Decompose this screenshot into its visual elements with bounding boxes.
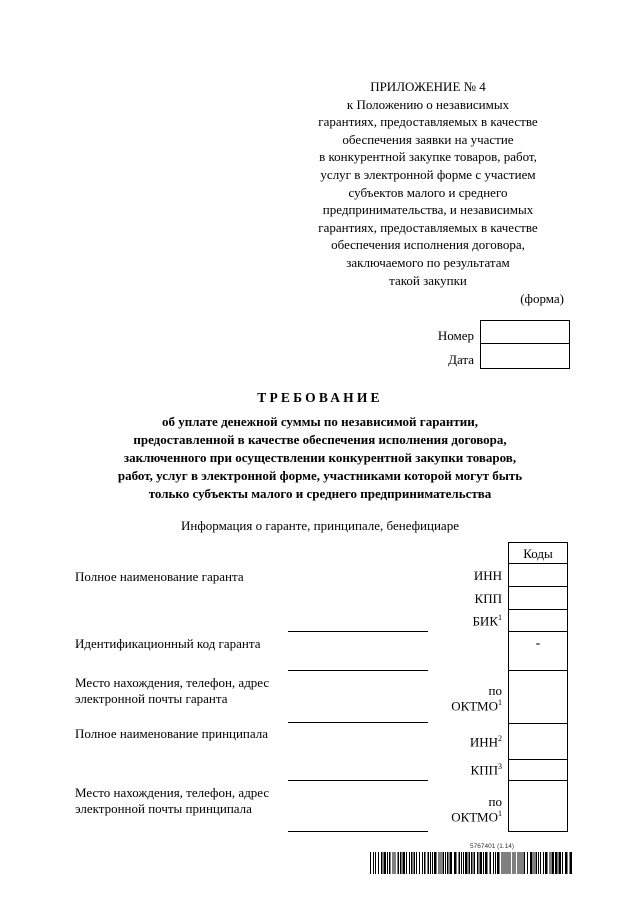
number-field[interactable] (480, 320, 570, 344)
guarantor-name-line[interactable] (288, 631, 428, 632)
subtitle-line: только субъекты малого и среднего предпринимательства (148, 486, 492, 501)
kpp2-label-text: КПП (470, 762, 498, 778)
appendix-header (300, 78, 556, 289)
kpp2-label (402, 762, 502, 778)
document-subtitle (60, 413, 580, 503)
oktmo-code-field[interactable] (508, 670, 568, 724)
oktmo-label (402, 698, 502, 714)
bik-footnote-mark: 1 (498, 613, 502, 622)
principal-location-label: Место нахождения, телефон, адрес электронной почты принципала (75, 785, 270, 816)
kpp2-code-field[interactable] (508, 759, 568, 781)
number-label: Номер (437, 328, 474, 343)
oktmo-label-text: ОКТМО (451, 698, 498, 714)
id-code-field[interactable] (508, 631, 568, 671)
principal-name-line[interactable] (288, 780, 428, 781)
guarantor-full-name-label: Полное наименование гаранта (75, 569, 244, 584)
appendix-line: обеспечения исполнения договора, (331, 237, 525, 253)
principal-location-line[interactable] (288, 831, 428, 832)
oktmo2-label-text: ОКТМО (451, 809, 498, 825)
bik-label (402, 613, 502, 629)
appendix-line: в конкурентной закупке товаров, работ, (319, 149, 537, 165)
guarantor-id-code-label: Идентификационный код гаранта (75, 636, 261, 651)
subtitle-line: предоставленной в качестве обеспечения исполнения договора, (133, 432, 507, 447)
appendix-line: такой закупки (389, 272, 467, 288)
guarantor-location-line[interactable] (288, 722, 428, 723)
date-label: Дата (448, 352, 474, 367)
inn2-label (402, 734, 502, 750)
appendix-line: услуг в электронной форме с участием (320, 166, 536, 182)
guarantor-id-line[interactable] (288, 670, 428, 671)
oktmo2-label (402, 809, 502, 825)
kpp-label: КПП (474, 591, 502, 606)
appendix-line: предпринимательства, и независимых (322, 202, 534, 218)
po-label: по (488, 683, 502, 698)
appendix-line: обеспечения заявки на участие (342, 131, 514, 147)
subtitle-line: об уплате денежной суммы по независимой гарантии, (161, 414, 479, 429)
bik-code-field[interactable] (508, 609, 568, 632)
inn2-label-text: ИНН (469, 734, 498, 750)
appendix-line: ПРИЛОЖЕНИЕ № 4 (370, 79, 486, 94)
bik-label-text: БИК (472, 613, 498, 629)
oktmo2-footnote-mark: 1 (498, 809, 502, 818)
appendix-line: заключаемого по результатам (346, 254, 510, 270)
appendix-line: к Положению о независимых (346, 96, 510, 112)
appendix-line: субъектов малого и среднего (348, 184, 508, 200)
inn2-code-field[interactable] (508, 723, 568, 760)
appendix-line: гарантиях, предоставляемых в качестве (318, 219, 538, 235)
guarantor-location-label: Место нахождения, телефон, адрес электронной почты гаранта (75, 675, 270, 706)
po2-label: по (488, 794, 502, 809)
inn-label: ИНН (473, 568, 502, 583)
oktmo2-code-field[interactable] (508, 780, 568, 832)
info-heading: Информация о гаранте, принципале, бенефициаре (181, 518, 459, 533)
barcode-icon (370, 852, 575, 874)
kpp2-footnote-mark: 3 (498, 762, 502, 771)
codes-header: Коды (508, 542, 568, 564)
principal-full-name-label: Полное наименование принципала (75, 726, 269, 741)
id-code-dash: - (535, 636, 541, 651)
document-title: ТРЕБОВАНИЕ (257, 390, 383, 405)
appendix-line: гарантиях, предоставляемых в качестве (318, 114, 538, 130)
form-label: (форма) (520, 291, 564, 306)
subtitle-line: заключенного при осуществлении конкурентной закупки товаров, (123, 450, 517, 465)
inn-code-field[interactable] (508, 563, 568, 587)
inn2-footnote-mark: 2 (498, 734, 502, 743)
date-field[interactable] (480, 343, 570, 369)
kpp-code-field[interactable] (508, 586, 568, 610)
subtitle-line: работ, услуг в электронной форме, участниками которой могут быть (117, 468, 523, 483)
oktmo-footnote-mark: 1 (498, 698, 502, 707)
barcode-number: 5767401 (1.14) (470, 843, 515, 850)
